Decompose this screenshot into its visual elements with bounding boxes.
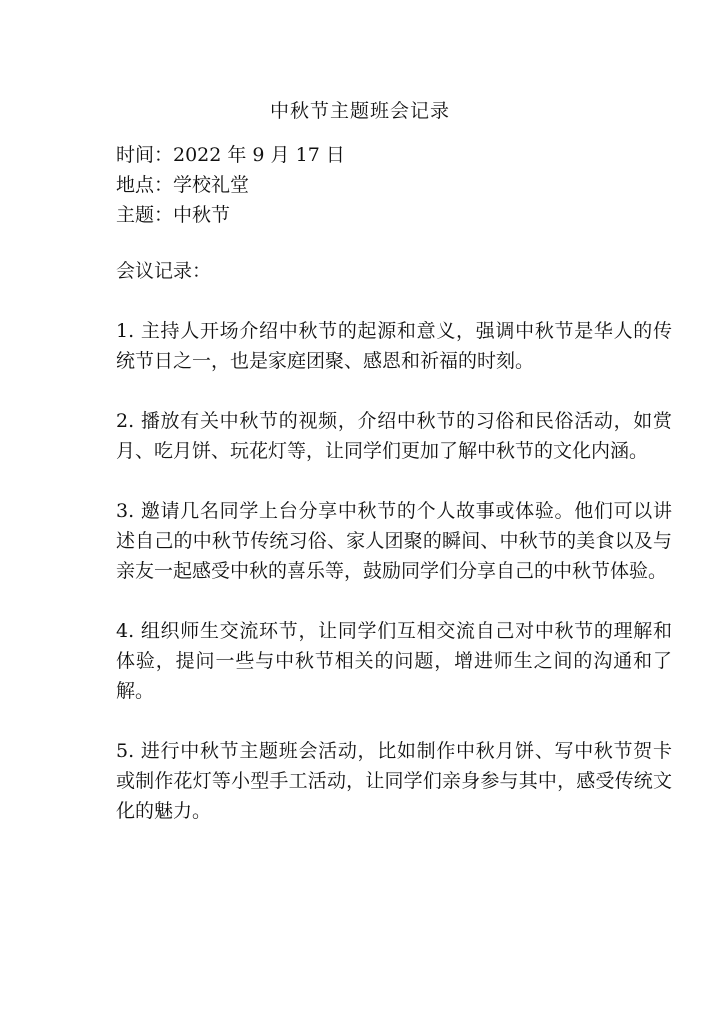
meeting-theme: 主题：中秋节 (116, 204, 231, 226)
document-title: 中秋节主题班会记录 (269, 100, 450, 122)
minutes-item-1: 1. 主持人开场介绍中秋节的起源和意义，强调中秋节是华人的传统节日之一，也是家庭团聚、感恩和祈福的时刻。 (116, 320, 672, 372)
minutes-item-2: 2. 播放有关中秋节的视频，介绍中秋节的习俗和民俗活动，如赏月、吃月饼、玩花灯等，让同学们更加了解中秋节的文化内涵。 (116, 410, 672, 462)
minutes-item-3: 3. 邀请几名同学上台分享中秋节的个人故事或体验。他们可以讲述自己的中秋节传统习俗、家人团聚的瞬间、中秋节的美食以及与亲友一起感受中秋的喜乐等，鼓励同学们分享自己的中秋节体验。 (116, 500, 672, 582)
minutes-heading: 会议记录： (116, 260, 212, 282)
minutes-list (116, 316, 672, 856)
meeting-place: 地点：学校礼堂 (116, 174, 250, 196)
meeting-time: 时间：2022 年 9 月 17 日 (116, 144, 345, 166)
minutes-item-5: 5. 进行中秋节主题班会活动，比如制作中秋月饼、写中秋节贺卡或制作花灯等小型手工活动，让同学们亲身参与其中，感受传统文化的魅力。 (116, 740, 672, 822)
meeting-info (116, 140, 345, 230)
minutes-item-4: 4. 组织师生交流环节，让同学们互相交流自己对中秋节的理解和体验，提问一些与中秋节相关的问题，增进师生之间的沟通和了解。 (116, 620, 672, 702)
